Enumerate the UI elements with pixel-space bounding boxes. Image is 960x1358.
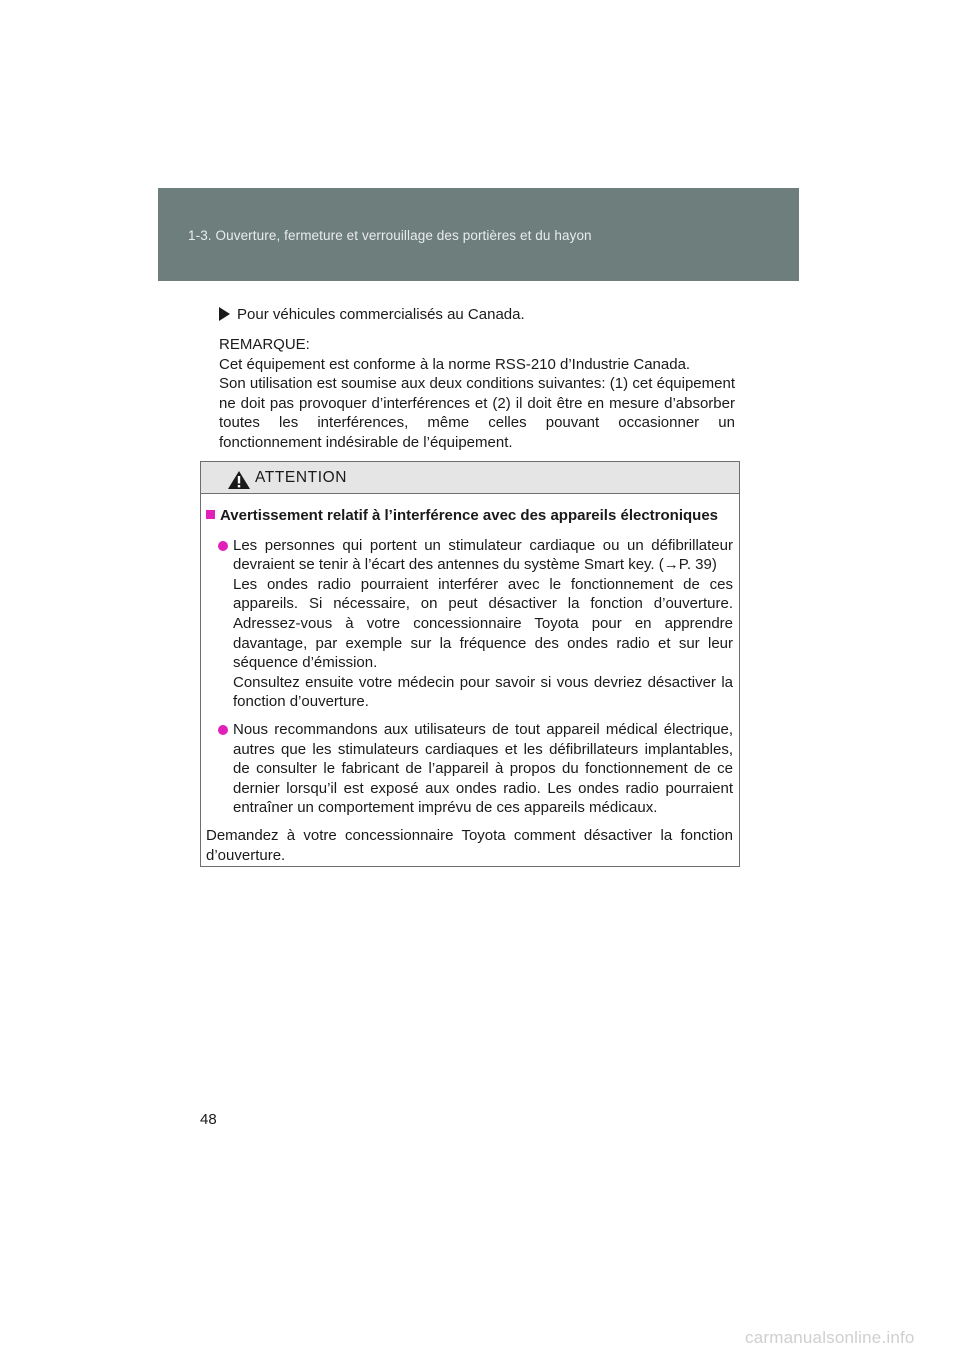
warning-triangle-icon bbox=[227, 470, 251, 490]
page-number: 48 bbox=[200, 1111, 217, 1128]
bullet1-paragraph2: Les ondes radio pourraient interférer avec le fonctionnement de ces appareils. Si nécessaire, on peut désactiver la fonction d’ouverture. Adressez-vous à votre concessionnaire Toyota pour en apprendre davantage, par exemple sur la fréquence des ondes radio et sur leur séquence d’émission. bbox=[233, 575, 733, 672]
section-header-bar bbox=[158, 188, 799, 281]
bullet2-paragraph: Nous recommandons aux utilisateurs de tout appareil médical électrique, autres que les stimulateurs cardiaques et les défibrillateurs implantables, de consulter le fabricant de l’appareil à propos du fonctionnement de ce dernier lorsqu’il est exposé aux ondes radio. Les ondes radio pourraient entraîner un comportement imprévu de ces appareils médicaux. bbox=[233, 720, 733, 817]
arrow-right-icon bbox=[219, 307, 230, 321]
square-bullet-icon bbox=[206, 510, 215, 519]
circle-bullet-icon bbox=[218, 725, 228, 735]
canada-note-text: Pour véhicules commercialisés au Canada. bbox=[237, 306, 525, 323]
final-note: Demandez à votre concessionnaire Toyota comment désactiver la fonction d’ouverture. bbox=[206, 826, 733, 864]
circle-bullet-icon bbox=[218, 541, 228, 551]
intro-block bbox=[219, 305, 735, 453]
bullet1-paragraph3: Consultez ensuite votre médecin pour savoir si vous devriez désactiver la fonction d’ouverture. bbox=[233, 673, 733, 711]
attention-header bbox=[201, 462, 739, 494]
remarque-body: Son utilisation est soumise aux deux conditions suivantes: (1) cet équipement ne doit pas provoquer d’interférences et (2) il doit être en mesure d’absorber toutes les interférences, même celles pouvant occasionner un fonctionnement indésirable de l’équipement. bbox=[219, 375, 735, 451]
remarque-line1: Cet équipement est conforme à la norme RSS-210 d’Industrie Canada. bbox=[219, 355, 691, 373]
remarque-block bbox=[219, 335, 735, 453]
warning-heading-text: Avertissement relatif à l’interférence avec des appareils électroniques bbox=[220, 507, 719, 524]
bullet1-paragraph1: Les personnes qui portent un stimulateur cardiaque ou un défibrillateur devraient se tenir à l’écart des antennes du système Smart key. (→P. 39) bbox=[233, 536, 733, 574]
bullet-item-pacemaker bbox=[206, 536, 733, 712]
attention-body bbox=[201, 494, 739, 865]
remarque-title: REMARQUE: bbox=[219, 336, 310, 353]
bullet-item-medical-devices bbox=[206, 720, 733, 818]
warning-heading bbox=[206, 506, 733, 526]
attention-box bbox=[200, 461, 740, 867]
section-title: 1-3. Ouverture, fermeture et verrouillage des portières et du hayon bbox=[188, 228, 592, 243]
watermark: carmanualsonline.info bbox=[745, 1328, 915, 1347]
attention-label: ATTENTION bbox=[255, 469, 348, 486]
canada-note bbox=[219, 305, 735, 325]
